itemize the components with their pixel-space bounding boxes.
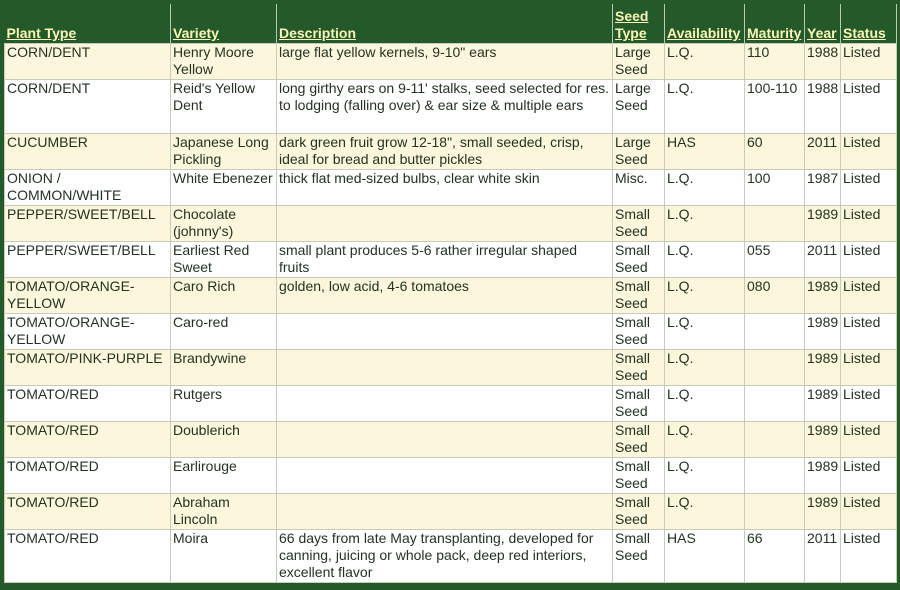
cell-seed-type: Small Seed bbox=[613, 350, 665, 386]
cell-year: 1989 bbox=[805, 314, 841, 350]
cell-status: Listed bbox=[841, 134, 897, 170]
cell-description bbox=[277, 350, 613, 386]
cell-availability: L.Q. bbox=[665, 44, 745, 80]
cell-availability: HAS bbox=[665, 134, 745, 170]
cell-year: 1989 bbox=[805, 494, 841, 530]
cell-status: Listed bbox=[841, 314, 897, 350]
cell-maturity: 055 bbox=[745, 242, 805, 278]
cell-description: dark green fruit grow 12-18", small seeded, crisp, ideal for bread and butter pickles bbox=[277, 134, 613, 170]
cell-plant-type: PEPPER/SWEET/BELL bbox=[5, 206, 171, 242]
cell-variety: Reid's Yellow Dent bbox=[171, 80, 277, 134]
cell-seed-type: Small Seed bbox=[613, 530, 665, 583]
cell-variety: Brandywine bbox=[171, 350, 277, 386]
cell-description bbox=[277, 422, 613, 458]
cell-status: Listed bbox=[841, 530, 897, 583]
cell-maturity: 100-110 bbox=[745, 80, 805, 134]
col-header-plant-type[interactable]: Plant Type bbox=[5, 4, 171, 44]
cell-description bbox=[277, 458, 613, 494]
cell-availability: HAS bbox=[665, 530, 745, 583]
table-row bbox=[5, 530, 897, 583]
table-row bbox=[5, 494, 897, 530]
cell-plant-type: TOMATO/RED bbox=[5, 494, 171, 530]
cell-variety: Abraham Lincoln bbox=[171, 494, 277, 530]
table-row bbox=[5, 134, 897, 170]
cell-year: 1989 bbox=[805, 278, 841, 314]
cell-seed-type: Small Seed bbox=[613, 494, 665, 530]
table-row bbox=[5, 80, 897, 134]
cell-status: Listed bbox=[841, 206, 897, 242]
cell-maturity bbox=[745, 314, 805, 350]
col-header-maturity[interactable]: Maturity bbox=[745, 4, 805, 44]
cell-plant-type: CORN/DENT bbox=[5, 44, 171, 80]
cell-description bbox=[277, 494, 613, 530]
cell-year: 2011 bbox=[805, 134, 841, 170]
cell-plant-type: TOMATO/RED bbox=[5, 422, 171, 458]
cell-status: Listed bbox=[841, 494, 897, 530]
cell-year: 1989 bbox=[805, 458, 841, 494]
table-row bbox=[5, 242, 897, 278]
cell-seed-type: Small Seed bbox=[613, 458, 665, 494]
cell-maturity bbox=[745, 386, 805, 422]
cell-plant-type: TOMATO/ORANGE-YELLOW bbox=[5, 314, 171, 350]
header-row bbox=[5, 4, 897, 44]
cell-variety: Japanese Long Pickling bbox=[171, 134, 277, 170]
cell-availability: L.Q. bbox=[665, 278, 745, 314]
cell-plant-type: TOMATO/RED bbox=[5, 530, 171, 583]
table-row bbox=[5, 386, 897, 422]
cell-description bbox=[277, 314, 613, 350]
cell-plant-type: CORN/DENT bbox=[5, 80, 171, 134]
cell-maturity bbox=[745, 206, 805, 242]
cell-seed-type: Small Seed bbox=[613, 206, 665, 242]
col-header-seed-type[interactable]: Seed Type bbox=[613, 4, 665, 44]
cell-year: 1989 bbox=[805, 422, 841, 458]
cell-variety: Rutgers bbox=[171, 386, 277, 422]
cell-status: Listed bbox=[841, 458, 897, 494]
cell-description: small plant produces 5-6 rather irregular shaped fruits bbox=[277, 242, 613, 278]
cell-status: Listed bbox=[841, 242, 897, 278]
cell-status: Listed bbox=[841, 386, 897, 422]
cell-variety: Chocolate (johnny's) bbox=[171, 206, 277, 242]
table-row bbox=[5, 458, 897, 494]
col-header-description[interactable]: Description bbox=[277, 4, 613, 44]
col-header-status[interactable]: Status bbox=[841, 4, 897, 44]
cell-maturity bbox=[745, 494, 805, 530]
cell-year: 1988 bbox=[805, 44, 841, 80]
cell-variety: Earliest Red Sweet bbox=[171, 242, 277, 278]
cell-seed-type: Small Seed bbox=[613, 242, 665, 278]
table-row bbox=[5, 422, 897, 458]
cell-plant-type: TOMATO/RED bbox=[5, 458, 171, 494]
cell-year: 2011 bbox=[805, 530, 841, 583]
cell-status: Listed bbox=[841, 170, 897, 206]
cell-seed-type: Small Seed bbox=[613, 278, 665, 314]
cell-variety: Caro Rich bbox=[171, 278, 277, 314]
cell-year: 2011 bbox=[805, 242, 841, 278]
plant-table bbox=[4, 4, 897, 583]
cell-seed-type: Large Seed bbox=[613, 80, 665, 134]
col-header-availability[interactable]: Availability bbox=[665, 4, 745, 44]
cell-maturity: 60 bbox=[745, 134, 805, 170]
cell-status: Listed bbox=[841, 350, 897, 386]
cell-status: Listed bbox=[841, 80, 897, 134]
cell-availability: L.Q. bbox=[665, 494, 745, 530]
cell-plant-type: TOMATO/PINK-PURPLE bbox=[5, 350, 171, 386]
cell-plant-type: TOMATO/RED bbox=[5, 386, 171, 422]
cell-availability: L.Q. bbox=[665, 386, 745, 422]
cell-maturity: 100 bbox=[745, 170, 805, 206]
cell-maturity: 110 bbox=[745, 44, 805, 80]
table-row bbox=[5, 350, 897, 386]
cell-availability: L.Q. bbox=[665, 170, 745, 206]
cell-description: 66 days from late May transplanting, developed for canning, juicing or whole pack, deep red interiors, excellent flavor bbox=[277, 530, 613, 583]
cell-seed-type: Small Seed bbox=[613, 386, 665, 422]
cell-year: 1988 bbox=[805, 80, 841, 134]
cell-variety: Henry Moore Yellow bbox=[171, 44, 277, 80]
cell-maturity: 66 bbox=[745, 530, 805, 583]
cell-description: long girthy ears on 9-11' stalks, seed selected for res. to lodging (falling over) & ear size & multiple ears bbox=[277, 80, 613, 134]
cell-availability: L.Q. bbox=[665, 350, 745, 386]
cell-variety: White Ebenezer bbox=[171, 170, 277, 206]
cell-availability: L.Q. bbox=[665, 242, 745, 278]
cell-year: 1987 bbox=[805, 170, 841, 206]
cell-status: Listed bbox=[841, 422, 897, 458]
cell-status: Listed bbox=[841, 44, 897, 80]
table-row bbox=[5, 206, 897, 242]
col-header-year[interactable]: Year bbox=[805, 4, 841, 44]
cell-availability: L.Q. bbox=[665, 458, 745, 494]
table-row bbox=[5, 278, 897, 314]
cell-plant-type: TOMATO/ORANGE-YELLOW bbox=[5, 278, 171, 314]
cell-year: 1989 bbox=[805, 206, 841, 242]
col-header-variety[interactable]: Variety bbox=[171, 4, 277, 44]
cell-seed-type: Small Seed bbox=[613, 422, 665, 458]
cell-seed-type: Large Seed bbox=[613, 44, 665, 80]
cell-variety: Moira bbox=[171, 530, 277, 583]
cell-maturity bbox=[745, 350, 805, 386]
cell-description bbox=[277, 206, 613, 242]
table-row bbox=[5, 314, 897, 350]
table-row bbox=[5, 170, 897, 206]
cell-description: golden, low acid, 4-6 tomatoes bbox=[277, 278, 613, 314]
cell-variety: Doublerich bbox=[171, 422, 277, 458]
cell-variety: Caro-red bbox=[171, 314, 277, 350]
cell-plant-type: ONION / COMMON/WHITE bbox=[5, 170, 171, 206]
cell-plant-type: PEPPER/SWEET/BELL bbox=[5, 242, 171, 278]
cell-maturity: 080 bbox=[745, 278, 805, 314]
cell-description: thick flat med-sized bulbs, clear white skin bbox=[277, 170, 613, 206]
cell-seed-type: Small Seed bbox=[613, 314, 665, 350]
cell-seed-type: Large Seed bbox=[613, 134, 665, 170]
cell-seed-type: Misc. bbox=[613, 170, 665, 206]
cell-availability: L.Q. bbox=[665, 314, 745, 350]
cell-year: 1989 bbox=[805, 386, 841, 422]
cell-year: 1989 bbox=[805, 350, 841, 386]
cell-maturity bbox=[745, 422, 805, 458]
cell-description bbox=[277, 386, 613, 422]
cell-description: large flat yellow kernels, 9-10" ears bbox=[277, 44, 613, 80]
cell-availability: L.Q. bbox=[665, 422, 745, 458]
cell-plant-type: CUCUMBER bbox=[5, 134, 171, 170]
cell-variety: Earlirouge bbox=[171, 458, 277, 494]
cell-availability: L.Q. bbox=[665, 80, 745, 134]
cell-availability: L.Q. bbox=[665, 206, 745, 242]
cell-maturity bbox=[745, 458, 805, 494]
cell-status: Listed bbox=[841, 278, 897, 314]
table-row bbox=[5, 44, 897, 80]
